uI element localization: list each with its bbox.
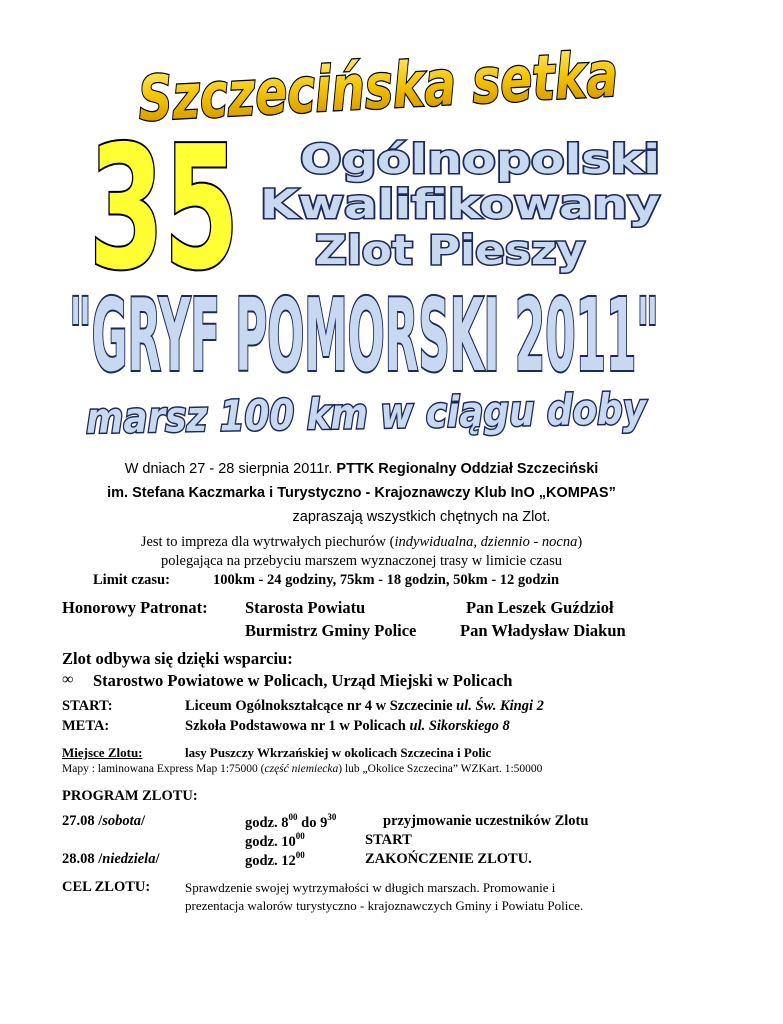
meta-place: Szkoła Podstawowa nr 1 w Policach xyxy=(185,718,406,734)
day1-weekday: sobota xyxy=(102,813,141,829)
program-day1-label xyxy=(62,813,145,830)
intro-line3: zapraszają wszystkich chętnych na Zlot. xyxy=(292,509,551,525)
program-day2-event: ZAKOŃCZENIE ZLOTU. xyxy=(365,851,532,867)
tagline-text: marsz 100 km w ciągu doby xyxy=(85,382,744,443)
start-label: START: xyxy=(62,698,113,714)
meta-address: ul. Sikorskiego 8 xyxy=(409,718,510,734)
line3-art xyxy=(250,222,670,274)
program-day2-time xyxy=(245,851,305,870)
day1-time-b: do 9 xyxy=(297,814,328,831)
day1-time-a: godz. 8 xyxy=(245,814,289,831)
patronat-label: Honorowy Patronat: xyxy=(62,598,208,617)
number-35-text: 35 xyxy=(89,110,239,308)
desc-text-italic: indywidualna, dziennio - nocna xyxy=(394,534,578,550)
desc-line1 xyxy=(0,534,723,551)
program-day1-time xyxy=(245,813,336,832)
day2-time: godz. 12 xyxy=(245,852,296,869)
line3-text: Zlot Pieszy xyxy=(315,228,585,274)
cel-line1: Sprawdzenie swojej wytrzymałości w długich marszach. Promowanie i xyxy=(185,880,556,895)
miejsce-text: lasy Puszczy Wkrzańskiej w okolicach Szczecina i Polic xyxy=(185,745,492,760)
title-script-text: Szczecińska setka xyxy=(136,29,771,136)
day1-time-sup1: 00 xyxy=(288,812,298,822)
day1b-time: godz. 10 xyxy=(245,833,296,850)
event-name-art xyxy=(62,274,666,394)
number-35-art xyxy=(84,110,244,308)
tagline-art xyxy=(76,382,744,444)
line2-text: Kwalifikowany xyxy=(260,182,660,228)
start-place: Liceum Ogólnokształcące nr 4 w Szczecinie xyxy=(185,698,453,714)
support-text: Starostwo Powiatowe w Policach, Urząd Miejski w Policach xyxy=(93,671,513,690)
day1-time-sup2: 30 xyxy=(327,812,337,822)
cel-label: CEL ZLOTU: xyxy=(62,879,151,895)
line2-art xyxy=(250,178,670,226)
start-text xyxy=(185,698,544,715)
meta-text xyxy=(185,718,510,735)
intro-line2: im. Stefana Kaczmarka i Turystyczno - Krajoznawczy Klub InO „KOMPAS” xyxy=(107,485,616,501)
limit-values: 100km - 24 godziny, 75km - 18 godzin, 50km - 12 godzin xyxy=(213,572,560,588)
program-day1-event: przyjmowanie uczestników Zlotu xyxy=(383,813,589,829)
event-name-text: "GRYF POMORSKI 2011" xyxy=(69,277,659,394)
intro-dates: W dniach 27 - 28 sierpnia 2011r. xyxy=(124,461,333,477)
patronat-row1-office: Starosta Powiatu xyxy=(245,598,366,617)
line1-art xyxy=(250,133,670,181)
day2-slash: / xyxy=(155,851,160,867)
desc-line2: polegająca na przebyciu marszem wyznaczonej trasy w limicie czasu xyxy=(161,553,562,569)
cel-line2: prezentacja walorów turystyczno - krajoznawczych Gminy i Powiatu Police. xyxy=(185,898,584,913)
miejsce-label: Miejsce Zlotu: xyxy=(62,745,143,760)
patronat-row2-office: Burmistrz Gminy Police xyxy=(245,621,417,640)
day2-date: 28.08 / xyxy=(62,851,103,867)
meta-label: META: xyxy=(62,718,110,734)
infinity-bullet-icon: ∞ xyxy=(62,671,74,688)
mapy-text-a: Mapy : laminowana Express Map 1:75000 ( xyxy=(62,763,265,775)
day1b-sup: 00 xyxy=(295,831,305,841)
limit-label: Limit czasu: xyxy=(93,572,170,588)
line1-text: Ogólnopolski xyxy=(300,137,660,183)
day1-date: 27.08 / xyxy=(62,813,103,829)
day1-slash: / xyxy=(140,813,145,829)
day2-weekday: niedziela xyxy=(102,851,156,867)
desc-text-a: Jest to impreza dla wytrwałych piechurów ( xyxy=(140,534,395,550)
mapy-text-c: ) lub „Okolice Szczecina” WZKart. 1:50000 xyxy=(338,763,543,775)
support-heading: Zlot odbywa się dzięki wsparciu: xyxy=(62,649,293,668)
program-day1b-time xyxy=(245,832,305,851)
desc-text-c: ) xyxy=(577,534,583,550)
patronat-row1-person: Pan Leszek Guździoł xyxy=(466,598,614,617)
intro-organizer-1: PTTK Regionalny Oddział Szczeciński xyxy=(336,461,599,477)
program-heading: PROGRAM ZLOTU: xyxy=(62,788,198,804)
program-day2-label xyxy=(62,851,159,868)
day2-sup: 00 xyxy=(295,850,305,860)
program-day1b-event: START xyxy=(365,832,412,848)
patronat-row2-person: Pan Władysław Diakun xyxy=(460,621,626,640)
mapy-line xyxy=(62,763,542,775)
start-address: ul. Św. Kingi 2 xyxy=(456,698,544,714)
intro-line1 xyxy=(0,461,723,477)
mapy-text-italic: część niemiecka xyxy=(264,763,339,775)
